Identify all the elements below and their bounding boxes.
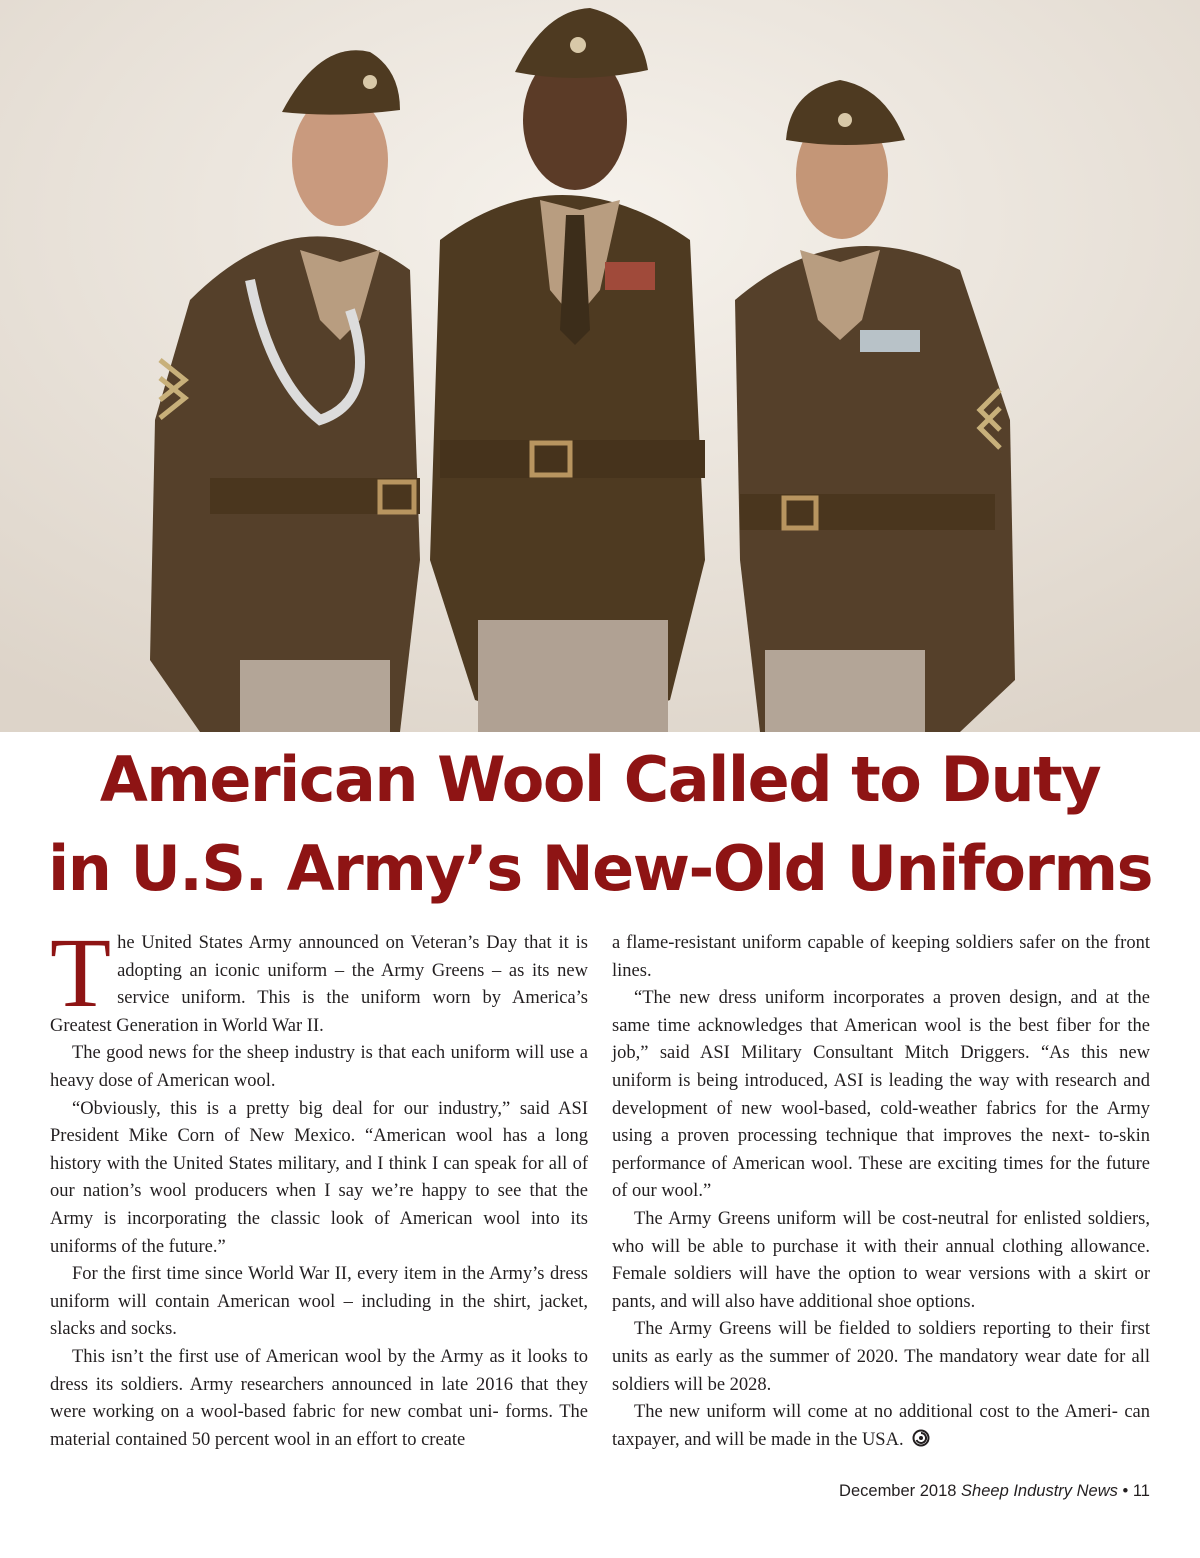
drop-cap: T <box>50 917 112 1028</box>
body-paragraph: The good news for the sheep industry is that each uniform will use a heavy dose of American wool. <box>50 1043 588 1091</box>
lead-text: he United States Army announced on Veteran’s Day that it is adopting an iconic uniform – the Army Greens – as its new service uniform. This is the uniform worn by America’s Greatest Generation in World War II. <box>50 933 588 1036</box>
left-column <box>50 917 588 1454</box>
body-paragraph: This isn’t the first use of American wool by the Army as it looks to dress its soldiers. Army researchers announced in late 2016 that they were working on a wool-based fabric for new combat uni- forms. The material contained 50 percent wool in an effort to create <box>50 1346 588 1450</box>
footer-separator: • <box>1122 1482 1129 1500</box>
body-paragraph: The Army Greens will be fielded to soldiers reporting to their first units as early as the summer of 2020. The mandatory wear date for all soldiers will be 2028. <box>612 1319 1150 1395</box>
right-column <box>612 930 1150 1454</box>
continued-paragraph: a flame-resistant uniform capable of keeping soldiers safer on the front lines. <box>612 933 1150 981</box>
article-headline <box>0 735 1200 913</box>
body-paragraph: The Army Greens uniform will be cost-neutral for enlisted soldiers, who will be able to purchase it with their annual clothing allowance. Female soldiers will have the option to wear versions with a skirt or pants, and will also have additional shoe options. <box>612 1208 1150 1312</box>
publication-name: Sheep Industry News <box>961 1482 1118 1500</box>
issue-date: December 2018 <box>839 1482 957 1500</box>
page-number: 11 <box>1132 1482 1150 1500</box>
closing-paragraph <box>612 1399 1150 1454</box>
body-paragraph: “The new dress uniform incorporates a proven design, and at the same time acknowledges that American wool is the best fiber for the job,” said ASI Military Consultant Mitch Driggers. “As this new uniform is being introduced, ASI is leading the way with research and development of new wool-based, cold-weather fabrics for the Army using a proven processing technique that improves the next- to-skin performance of American wool. These are exciting times for the future of our wool.” <box>612 988 1150 1202</box>
end-of-article-icon <box>912 1429 930 1447</box>
headline-line-2: in U.S. Army’s New-Old Uniforms <box>47 832 1153 905</box>
lead-paragraph <box>50 917 588 1040</box>
soldiers-photo <box>0 0 1200 732</box>
headline-line-1: American Wool Called to Duty <box>99 743 1101 816</box>
body-paragraph: For the first time since World War II, every item in the Army’s dress uniform will contain American wool – including in the shirt, jacket, slacks and socks. <box>50 1264 588 1340</box>
body-paragraph: “Obviously, this is a pretty big deal for our industry,” said ASI President Mike Corn of New Mexico. “American wool has a long history with the United States military, and I think I can speak for all of our nation’s wool producers when I say we’re happy to see that the Army is incorporating the classic look of American wool into its uniforms of the future.” <box>50 1098 588 1257</box>
page-footer <box>839 1482 1150 1501</box>
closing-text: The new uniform will come at no additional cost to the Ameri- can taxpayer, and will be made in the USA. <box>612 1402 1150 1450</box>
